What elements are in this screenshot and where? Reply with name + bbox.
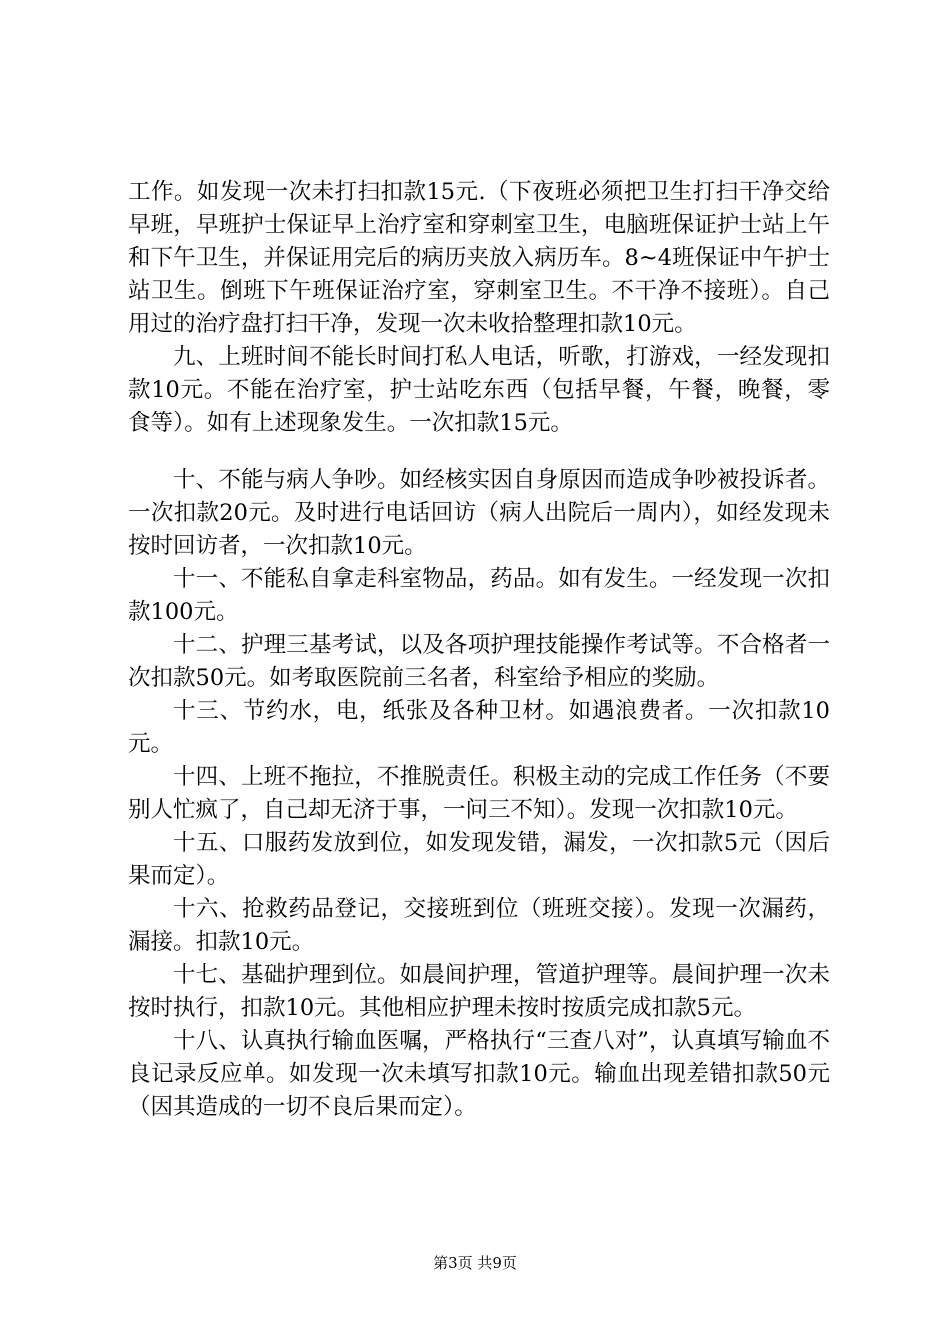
paragraph-rule-11: 十一、不能私自拿走科室物品，药品。如有发生。一经发现一次扣款100元。 [128, 566, 830, 625]
paragraph-rule-18: 十八、认真执行输血医嘱，严格执行“三查八对”，认真填写输血不良记录反应单。如发现一次未填写扣款10元。输血出现差错扣款50元（因其造成的一切不良后果而定）。 [128, 1028, 830, 1120]
paragraph-continuation: 工作。如发现一次未打扫扣款15元.（下夜班必须把卫生打扫干净交给早班，早班护士保证早上治疗室和穿刺室卫生，电脑班保证护士站上午和下午卫生，并保证用完后的病历夹放入病历车。8~4班保证中午护士站卫生。倒班下午班保证治疗室，穿刺室卫生。不干净不接班）。自己用过的治疗盘打扫干净，发现一次未收拾整理扣款10元。 [128, 179, 830, 337]
page-footer: 第3页 共9页 [433, 1254, 517, 1272]
paragraph-rule-9: 九、上班时间不能长时间打私人电话，听歌，打游戏，一经发现扣款10元。不能在治疗室，护士站吃东西（包括早餐，午餐，晚餐，零食等）。如有上述现象发生。一次扣款15元。 [128, 344, 830, 436]
paragraph-rule-15: 十五、口服药发放到位，如发现发错，漏发，一次扣款5元（因后果而定）。 [128, 830, 830, 889]
paragraph-rule-10: 十、不能与病人争吵。如经核实因自身原因而造成争吵被投诉者。一次扣款20元。及时进行电话回访（病人出院后一周内），如经发现未按时回访者，一次扣款10元。 [128, 467, 830, 559]
paragraph-rule-14: 十四、上班不拖拉，不推脱责任。积极主动的完成工作任务（不要别人忙疯了，自己却无济于事，一问三不知）。发现一次扣款10元。 [128, 764, 830, 823]
document-body [128, 176, 830, 1124]
paragraph-rule-16: 十六、抢救药品登记，交接班到位（班班交接）。发现一次漏药，漏接。扣款10元。 [128, 896, 830, 955]
paragraph-rule-13: 十三、节约水，电，纸张及各种卫材。如遇浪费者。一次扣款10元。 [128, 698, 830, 757]
paragraph-rule-12: 十二、护理三基考试，以及各项护理技能操作考试等。不合格者一次扣款50元。如考取医院前三名者，科室给予相应的奖励。 [128, 632, 830, 691]
paragraph-rule-17: 十七、基础护理到位。如晨间护理，管道护理等。晨间护理一次未按时执行，扣款10元。其他相应护理未按时按质完成扣款5元。 [128, 962, 830, 1021]
